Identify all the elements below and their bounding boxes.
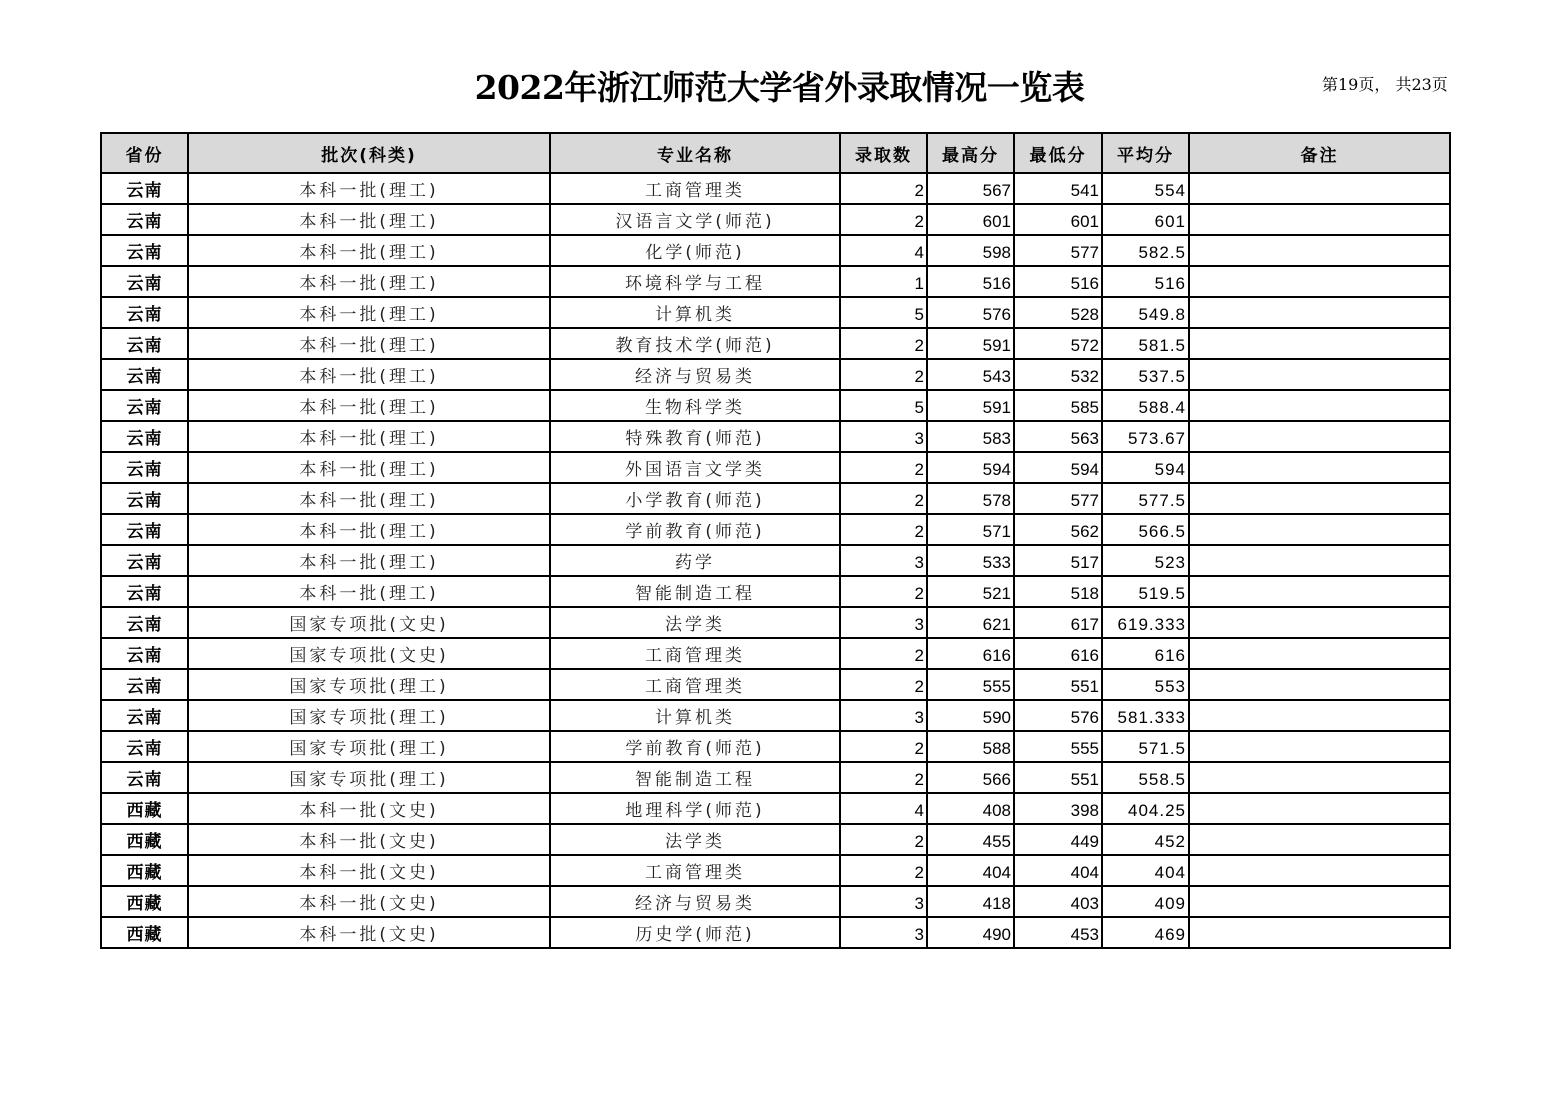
- batch-cell: 本科一批(理工): [188, 297, 550, 328]
- major-cell: 地理科学(师范): [550, 793, 840, 824]
- major-cell: 环境科学与工程: [550, 266, 840, 297]
- table-row: [101, 390, 1450, 421]
- major-cell: 药学: [550, 545, 840, 576]
- remark-cell: [1189, 917, 1450, 948]
- major-cell: 计算机类: [550, 700, 840, 731]
- page-title: 2022年浙江师范大学省外录取情况一览表: [474, 68, 1085, 107]
- average-score-cell: 553: [1102, 669, 1189, 700]
- min-score-cell: 616: [1014, 638, 1102, 669]
- remark-cell: [1189, 576, 1450, 607]
- column-header: 批次(科类): [188, 133, 550, 173]
- min-score-cell: 404: [1014, 855, 1102, 886]
- major-cell: 法学类: [550, 824, 840, 855]
- admitted-count-cell: 2: [840, 576, 927, 607]
- min-score-cell: 518: [1014, 576, 1102, 607]
- batch-cell: 本科一批(理工): [188, 421, 550, 452]
- average-score-cell: 404.25: [1102, 793, 1189, 824]
- batch-cell: 本科一批(理工): [188, 452, 550, 483]
- major-cell: 经济与贸易类: [550, 359, 840, 390]
- major-cell: 计算机类: [550, 297, 840, 328]
- province-cell: 云南: [101, 452, 188, 483]
- max-score-cell: 490: [927, 917, 1014, 948]
- page-number: 第19页， 共23页: [1322, 75, 1448, 94]
- average-score-cell: 619.333: [1102, 607, 1189, 638]
- batch-cell: 本科一批(理工): [188, 204, 550, 235]
- min-score-cell: 577: [1014, 483, 1102, 514]
- max-score-cell: 576: [927, 297, 1014, 328]
- major-cell: 汉语言文学(师范): [550, 204, 840, 235]
- remark-cell: [1189, 452, 1450, 483]
- admitted-count-cell: 4: [840, 793, 927, 824]
- table-row: [101, 793, 1450, 824]
- average-score-cell: 523: [1102, 545, 1189, 576]
- province-cell: 西藏: [101, 855, 188, 886]
- min-score-cell: 601: [1014, 204, 1102, 235]
- province-cell: 云南: [101, 297, 188, 328]
- max-score-cell: 591: [927, 328, 1014, 359]
- remark-cell: [1189, 607, 1450, 638]
- admitted-count-cell: 2: [840, 359, 927, 390]
- min-score-cell: 516: [1014, 266, 1102, 297]
- batch-cell: 本科一批(理工): [188, 266, 550, 297]
- admitted-count-cell: 3: [840, 917, 927, 948]
- batch-cell: 本科一批(理工): [188, 483, 550, 514]
- table-row: [101, 452, 1450, 483]
- province-cell: 云南: [101, 483, 188, 514]
- batch-cell: 本科一批(理工): [188, 390, 550, 421]
- remark-cell: [1189, 173, 1450, 204]
- max-score-cell: 516: [927, 266, 1014, 297]
- average-score-cell: 582.5: [1102, 235, 1189, 266]
- table-row: [101, 700, 1450, 731]
- major-cell: 智能制造工程: [550, 576, 840, 607]
- table-row: [101, 855, 1450, 886]
- average-score-cell: 588.4: [1102, 390, 1189, 421]
- admitted-count-cell: 5: [840, 390, 927, 421]
- table-row: [101, 576, 1450, 607]
- major-cell: 外国语言文学类: [550, 452, 840, 483]
- remark-cell: [1189, 266, 1450, 297]
- column-header: 最高分: [927, 133, 1014, 173]
- major-cell: 小学教育(师范): [550, 483, 840, 514]
- table-header-row: [101, 133, 1450, 173]
- average-score-cell: 581.333: [1102, 700, 1189, 731]
- admitted-count-cell: 1: [840, 266, 927, 297]
- admitted-count-cell: 2: [840, 669, 927, 700]
- min-score-cell: 551: [1014, 762, 1102, 793]
- table-row: [101, 421, 1450, 452]
- province-cell: 云南: [101, 328, 188, 359]
- admitted-count-cell: 2: [840, 328, 927, 359]
- max-score-cell: 590: [927, 700, 1014, 731]
- average-score-cell: 581.5: [1102, 328, 1189, 359]
- max-score-cell: 555: [927, 669, 1014, 700]
- average-score-cell: 516: [1102, 266, 1189, 297]
- batch-cell: 国家专项批(理工): [188, 762, 550, 793]
- province-cell: 云南: [101, 545, 188, 576]
- min-score-cell: 576: [1014, 700, 1102, 731]
- remark-cell: [1189, 328, 1450, 359]
- max-score-cell: 616: [927, 638, 1014, 669]
- batch-cell: 国家专项批(理工): [188, 700, 550, 731]
- major-cell: 学前教育(师范): [550, 731, 840, 762]
- admitted-count-cell: 3: [840, 421, 927, 452]
- remark-cell: [1189, 421, 1450, 452]
- max-score-cell: 567: [927, 173, 1014, 204]
- table-row: [101, 173, 1450, 204]
- province-cell: 西藏: [101, 824, 188, 855]
- column-header: 最低分: [1014, 133, 1102, 173]
- admitted-count-cell: 3: [840, 700, 927, 731]
- average-score-cell: 537.5: [1102, 359, 1189, 390]
- batch-cell: 本科一批(文史): [188, 793, 550, 824]
- min-score-cell: 528: [1014, 297, 1102, 328]
- min-score-cell: 551: [1014, 669, 1102, 700]
- batch-cell: 本科一批(理工): [188, 359, 550, 390]
- batch-cell: 国家专项批(理工): [188, 731, 550, 762]
- batch-cell: 本科一批(理工): [188, 576, 550, 607]
- batch-cell: 本科一批(理工): [188, 514, 550, 545]
- batch-cell: 本科一批(文史): [188, 917, 550, 948]
- province-cell: 云南: [101, 607, 188, 638]
- column-header: 录取数: [840, 133, 927, 173]
- average-score-cell: 404: [1102, 855, 1189, 886]
- max-score-cell: 591: [927, 390, 1014, 421]
- min-score-cell: 453: [1014, 917, 1102, 948]
- remark-cell: [1189, 638, 1450, 669]
- min-score-cell: 517: [1014, 545, 1102, 576]
- remark-cell: [1189, 793, 1450, 824]
- admitted-count-cell: 3: [840, 607, 927, 638]
- average-score-cell: 616: [1102, 638, 1189, 669]
- min-score-cell: 572: [1014, 328, 1102, 359]
- max-score-cell: 404: [927, 855, 1014, 886]
- province-cell: 西藏: [101, 886, 188, 917]
- admitted-count-cell: 2: [840, 514, 927, 545]
- province-cell: 云南: [101, 700, 188, 731]
- min-score-cell: 403: [1014, 886, 1102, 917]
- batch-cell: 本科一批(理工): [188, 235, 550, 266]
- remark-cell: [1189, 731, 1450, 762]
- average-score-cell: 571.5: [1102, 731, 1189, 762]
- min-score-cell: 449: [1014, 824, 1102, 855]
- table-row: [101, 297, 1450, 328]
- major-cell: 教育技术学(师范): [550, 328, 840, 359]
- batch-cell: 本科一批(理工): [188, 173, 550, 204]
- major-cell: 工商管理类: [550, 669, 840, 700]
- max-score-cell: 598: [927, 235, 1014, 266]
- max-score-cell: 594: [927, 452, 1014, 483]
- remark-cell: [1189, 390, 1450, 421]
- remark-cell: [1189, 359, 1450, 390]
- max-score-cell: 521: [927, 576, 1014, 607]
- average-score-cell: 469: [1102, 917, 1189, 948]
- max-score-cell: 566: [927, 762, 1014, 793]
- major-cell: 法学类: [550, 607, 840, 638]
- average-score-cell: 577.5: [1102, 483, 1189, 514]
- province-cell: 云南: [101, 421, 188, 452]
- average-score-cell: 549.8: [1102, 297, 1189, 328]
- major-cell: 学前教育(师范): [550, 514, 840, 545]
- major-cell: 历史学(师范): [550, 917, 840, 948]
- remark-cell: [1189, 669, 1450, 700]
- max-score-cell: 455: [927, 824, 1014, 855]
- max-score-cell: 533: [927, 545, 1014, 576]
- major-cell: 经济与贸易类: [550, 886, 840, 917]
- admitted-count-cell: 2: [840, 173, 927, 204]
- admitted-count-cell: 2: [840, 855, 927, 886]
- remark-cell: [1189, 855, 1450, 886]
- remark-cell: [1189, 235, 1450, 266]
- remark-cell: [1189, 886, 1450, 917]
- remark-cell: [1189, 514, 1450, 545]
- province-cell: 云南: [101, 638, 188, 669]
- table-row: [101, 607, 1450, 638]
- province-cell: 云南: [101, 390, 188, 421]
- province-cell: 西藏: [101, 917, 188, 948]
- min-score-cell: 563: [1014, 421, 1102, 452]
- batch-cell: 本科一批(文史): [188, 886, 550, 917]
- average-score-cell: 601: [1102, 204, 1189, 235]
- remark-cell: [1189, 700, 1450, 731]
- table-row: [101, 731, 1450, 762]
- average-score-cell: 558.5: [1102, 762, 1189, 793]
- min-score-cell: 555: [1014, 731, 1102, 762]
- table-row: [101, 917, 1450, 948]
- province-cell: 云南: [101, 173, 188, 204]
- batch-cell: 本科一批(文史): [188, 855, 550, 886]
- table-row: [101, 638, 1450, 669]
- major-cell: 工商管理类: [550, 173, 840, 204]
- min-score-cell: 541: [1014, 173, 1102, 204]
- table-row: [101, 669, 1450, 700]
- max-score-cell: 408: [927, 793, 1014, 824]
- province-cell: 云南: [101, 359, 188, 390]
- table-row: [101, 204, 1450, 235]
- min-score-cell: 562: [1014, 514, 1102, 545]
- table-row: [101, 886, 1450, 917]
- admitted-count-cell: 5: [840, 297, 927, 328]
- admission-table: [100, 132, 1451, 949]
- min-score-cell: 532: [1014, 359, 1102, 390]
- table-row: [101, 359, 1450, 390]
- remark-cell: [1189, 483, 1450, 514]
- average-score-cell: 594: [1102, 452, 1189, 483]
- remark-cell: [1189, 204, 1450, 235]
- min-score-cell: 585: [1014, 390, 1102, 421]
- batch-cell: 国家专项批(理工): [188, 669, 550, 700]
- table-row: [101, 328, 1450, 359]
- admitted-count-cell: 2: [840, 452, 927, 483]
- max-score-cell: 418: [927, 886, 1014, 917]
- batch-cell: 国家专项批(文史): [188, 638, 550, 669]
- batch-cell: 本科一批(理工): [188, 328, 550, 359]
- admitted-count-cell: 3: [840, 886, 927, 917]
- province-cell: 云南: [101, 514, 188, 545]
- column-header: 专业名称: [550, 133, 840, 173]
- admitted-count-cell: 2: [840, 638, 927, 669]
- average-score-cell: 452: [1102, 824, 1189, 855]
- major-cell: 工商管理类: [550, 638, 840, 669]
- min-score-cell: 577: [1014, 235, 1102, 266]
- max-score-cell: 588: [927, 731, 1014, 762]
- province-cell: 西藏: [101, 793, 188, 824]
- province-cell: 云南: [101, 669, 188, 700]
- province-cell: 云南: [101, 235, 188, 266]
- table-body: [101, 173, 1450, 948]
- province-cell: 云南: [101, 731, 188, 762]
- column-header: 省份: [101, 133, 188, 173]
- admitted-count-cell: 2: [840, 483, 927, 514]
- major-cell: 生物科学类: [550, 390, 840, 421]
- major-cell: 智能制造工程: [550, 762, 840, 793]
- average-score-cell: 566.5: [1102, 514, 1189, 545]
- table-row: [101, 483, 1450, 514]
- admitted-count-cell: 2: [840, 731, 927, 762]
- admitted-count-cell: 2: [840, 762, 927, 793]
- remark-cell: [1189, 762, 1450, 793]
- remark-cell: [1189, 297, 1450, 328]
- table-row: [101, 545, 1450, 576]
- average-score-cell: 573.67: [1102, 421, 1189, 452]
- column-header: 备注: [1189, 133, 1450, 173]
- admitted-count-cell: 4: [840, 235, 927, 266]
- major-cell: 化学(师范): [550, 235, 840, 266]
- admitted-count-cell: 2: [840, 824, 927, 855]
- average-score-cell: 409: [1102, 886, 1189, 917]
- column-header: 平均分: [1102, 133, 1189, 173]
- max-score-cell: 621: [927, 607, 1014, 638]
- average-score-cell: 554: [1102, 173, 1189, 204]
- table-row: [101, 762, 1450, 793]
- min-score-cell: 594: [1014, 452, 1102, 483]
- remark-cell: [1189, 824, 1450, 855]
- province-cell: 云南: [101, 762, 188, 793]
- max-score-cell: 543: [927, 359, 1014, 390]
- min-score-cell: 617: [1014, 607, 1102, 638]
- province-cell: 云南: [101, 266, 188, 297]
- major-cell: 特殊教育(师范): [550, 421, 840, 452]
- batch-cell: 国家专项批(文史): [188, 607, 550, 638]
- admitted-count-cell: 3: [840, 545, 927, 576]
- remark-cell: [1189, 545, 1450, 576]
- batch-cell: 本科一批(理工): [188, 545, 550, 576]
- major-cell: 工商管理类: [550, 855, 840, 886]
- average-score-cell: 519.5: [1102, 576, 1189, 607]
- province-cell: 云南: [101, 576, 188, 607]
- admitted-count-cell: 2: [840, 204, 927, 235]
- table-row: [101, 266, 1450, 297]
- max-score-cell: 578: [927, 483, 1014, 514]
- min-score-cell: 398: [1014, 793, 1102, 824]
- max-score-cell: 571: [927, 514, 1014, 545]
- province-cell: 云南: [101, 204, 188, 235]
- max-score-cell: 583: [927, 421, 1014, 452]
- batch-cell: 本科一批(文史): [188, 824, 550, 855]
- table-row: [101, 824, 1450, 855]
- table-row: [101, 514, 1450, 545]
- max-score-cell: 601: [927, 204, 1014, 235]
- table-row: [101, 235, 1450, 266]
